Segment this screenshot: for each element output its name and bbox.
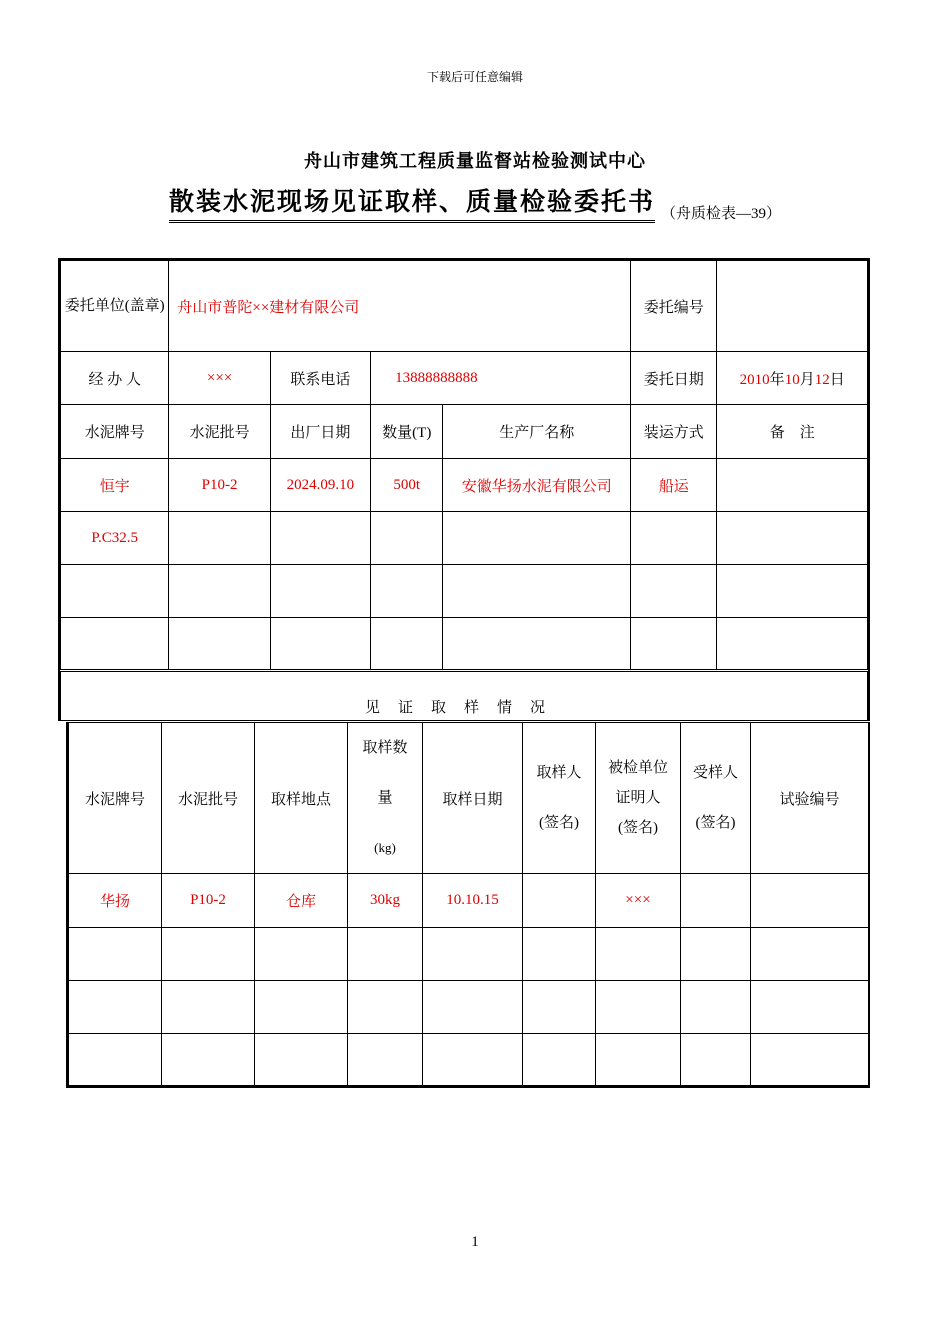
date-day: 12: [814, 371, 830, 388]
page-number: 1: [471, 1234, 479, 1250]
table-cell[interactable]: 仓库: [255, 874, 348, 928]
code-label: 委托编号: [631, 261, 717, 352]
table-cell[interactable]: P10-2: [169, 459, 270, 512]
title-block: [0, 186, 950, 223]
header-cell-qty: [348, 723, 423, 874]
header-note: 下载后可任意编辑: [426, 70, 523, 84]
date-year: 2010: [739, 371, 770, 388]
header-cell: 水泥牌号: [69, 723, 162, 874]
table-cell[interactable]: [371, 512, 443, 565]
header-cell: 备 注: [717, 405, 868, 459]
table-cell[interactable]: [631, 565, 717, 618]
table-cell[interactable]: [523, 928, 596, 981]
table-cell[interactable]: 10.10.15: [423, 874, 523, 928]
header-line: (签名): [618, 820, 658, 836]
table-cell[interactable]: [717, 512, 868, 565]
date-day-unit: 日: [829, 371, 845, 388]
table-cell[interactable]: [681, 981, 751, 1034]
table-cell[interactable]: [255, 981, 348, 1034]
header-line: 取样数: [362, 740, 408, 756]
table-cell[interactable]: [596, 1034, 681, 1086]
table-cell[interactable]: [348, 928, 423, 981]
witness-table: [66, 722, 870, 1088]
header-cell: 试验编号: [751, 723, 869, 874]
table-cell[interactable]: [423, 981, 523, 1034]
table-cell[interactable]: [348, 981, 423, 1034]
unit-label: 委托单位(盖章): [61, 261, 169, 352]
table-cell[interactable]: [270, 565, 370, 618]
code-value[interactable]: [717, 261, 868, 352]
table-cell[interactable]: [423, 928, 523, 981]
table-row: [69, 928, 869, 981]
table-cell[interactable]: [69, 1034, 162, 1086]
table-row: [61, 512, 868, 565]
table-cell[interactable]: [717, 618, 868, 671]
table-cell[interactable]: [270, 618, 370, 671]
cement-header-row: [61, 405, 868, 459]
table-cell[interactable]: [717, 459, 868, 512]
phone-label: 联系电话: [270, 352, 370, 405]
table-cell[interactable]: [61, 618, 169, 671]
table-cell[interactable]: [523, 874, 596, 928]
table-cell[interactable]: [681, 1034, 751, 1086]
unit-value[interactable]: 舟山市普陀××建材有限公司: [169, 261, 631, 352]
header-cell: 装运方式: [631, 405, 717, 459]
table-cell[interactable]: [270, 512, 370, 565]
table-cell[interactable]: [523, 981, 596, 1034]
table-cell[interactable]: [61, 565, 169, 618]
handler-value[interactable]: ×××: [169, 352, 270, 405]
table-cell[interactable]: [69, 928, 162, 981]
header-cell: 水泥批号: [162, 723, 255, 874]
header-cell: 取样日期: [423, 723, 523, 874]
date-value[interactable]: [717, 352, 868, 405]
header-cell-witness-person: [596, 723, 681, 874]
witness-header-row: [69, 723, 869, 874]
form-title: 散装水泥现场见证取样、质量检验委托书: [169, 186, 655, 223]
commission-table: [58, 258, 870, 721]
table-cell[interactable]: [631, 512, 717, 565]
table-row: [69, 874, 869, 928]
header-line: 取样人: [536, 765, 582, 781]
table-cell[interactable]: 恒宇: [61, 459, 169, 512]
table-cell[interactable]: [162, 1034, 255, 1086]
table-cell[interactable]: [423, 1034, 523, 1086]
table-cell[interactable]: 30kg: [348, 874, 423, 928]
table-cell[interactable]: [631, 618, 717, 671]
table-cell[interactable]: [596, 981, 681, 1034]
table-cell[interactable]: [255, 928, 348, 981]
table-cell[interactable]: [169, 512, 270, 565]
table-cell[interactable]: [523, 1034, 596, 1086]
table-cell[interactable]: [348, 1034, 423, 1086]
table-cell[interactable]: [162, 928, 255, 981]
header-cell: 数量(T): [371, 405, 443, 459]
table-cell[interactable]: 2024.09.10: [270, 459, 370, 512]
header-cell: 水泥批号: [169, 405, 270, 459]
table-cell[interactable]: [596, 928, 681, 981]
header-line: 受样人: [692, 765, 738, 781]
table-cell[interactable]: 500t: [371, 459, 443, 512]
header-cell: 生产厂名称: [443, 405, 631, 459]
table-cell[interactable]: [255, 1034, 348, 1086]
table-cell[interactable]: [162, 981, 255, 1034]
form-code: （舟质检表—39）: [661, 206, 782, 222]
header-cell: 水泥牌号: [61, 405, 169, 459]
table-cell[interactable]: ×××: [596, 874, 681, 928]
table-cell[interactable]: 华扬: [69, 874, 162, 928]
organization-name: 舟山市建筑工程质量监督站检验测试中心: [304, 151, 646, 172]
table-cell[interactable]: P10-2: [162, 874, 255, 928]
table-cell[interactable]: [681, 874, 751, 928]
table-cell[interactable]: [751, 928, 869, 981]
table-cell[interactable]: [443, 618, 631, 671]
date-year-unit: 年: [769, 371, 785, 388]
header-cell-sampler: [523, 723, 596, 874]
table-cell[interactable]: P.C32.5: [61, 512, 169, 565]
header-line: (签名): [539, 815, 579, 831]
table-cell[interactable]: [371, 618, 443, 671]
table-cell[interactable]: [751, 1034, 869, 1086]
table-cell[interactable]: 安徽华扬水泥有限公司: [443, 459, 631, 512]
header-line: (kg): [374, 840, 396, 855]
date-month: 10: [784, 371, 800, 388]
phone-value[interactable]: 13888888888: [371, 352, 631, 405]
witness-section-title: 见证取样情况: [61, 671, 868, 721]
table-row: [61, 459, 868, 512]
table-cell[interactable]: [751, 981, 869, 1034]
table-row: [61, 565, 868, 618]
handler-label: 经 办 人: [61, 352, 169, 405]
header-line: (签名): [695, 815, 736, 831]
table-cell[interactable]: [717, 565, 868, 618]
table-cell[interactable]: 船运: [631, 459, 717, 512]
table-cell[interactable]: [169, 618, 270, 671]
table-cell[interactable]: [443, 512, 631, 565]
date-month-unit: 月: [799, 371, 815, 388]
header-cell: 出厂日期: [270, 405, 370, 459]
table-cell[interactable]: [681, 928, 751, 981]
header-line: 证明人: [615, 790, 661, 806]
header-cell: 取样地点: [255, 723, 348, 874]
table-row: [69, 1034, 869, 1086]
table-row: [61, 618, 868, 671]
table-cell[interactable]: [751, 874, 869, 928]
table-row: [69, 981, 869, 1034]
header-line: 量: [377, 790, 393, 806]
table-cell[interactable]: [169, 565, 270, 618]
date-label: 委托日期: [631, 352, 717, 405]
table-cell[interactable]: [443, 565, 631, 618]
table-cell[interactable]: [371, 565, 443, 618]
header-cell-receiver: [681, 723, 751, 874]
header-line: 被检单位: [607, 760, 668, 776]
table-cell[interactable]: [69, 981, 162, 1034]
